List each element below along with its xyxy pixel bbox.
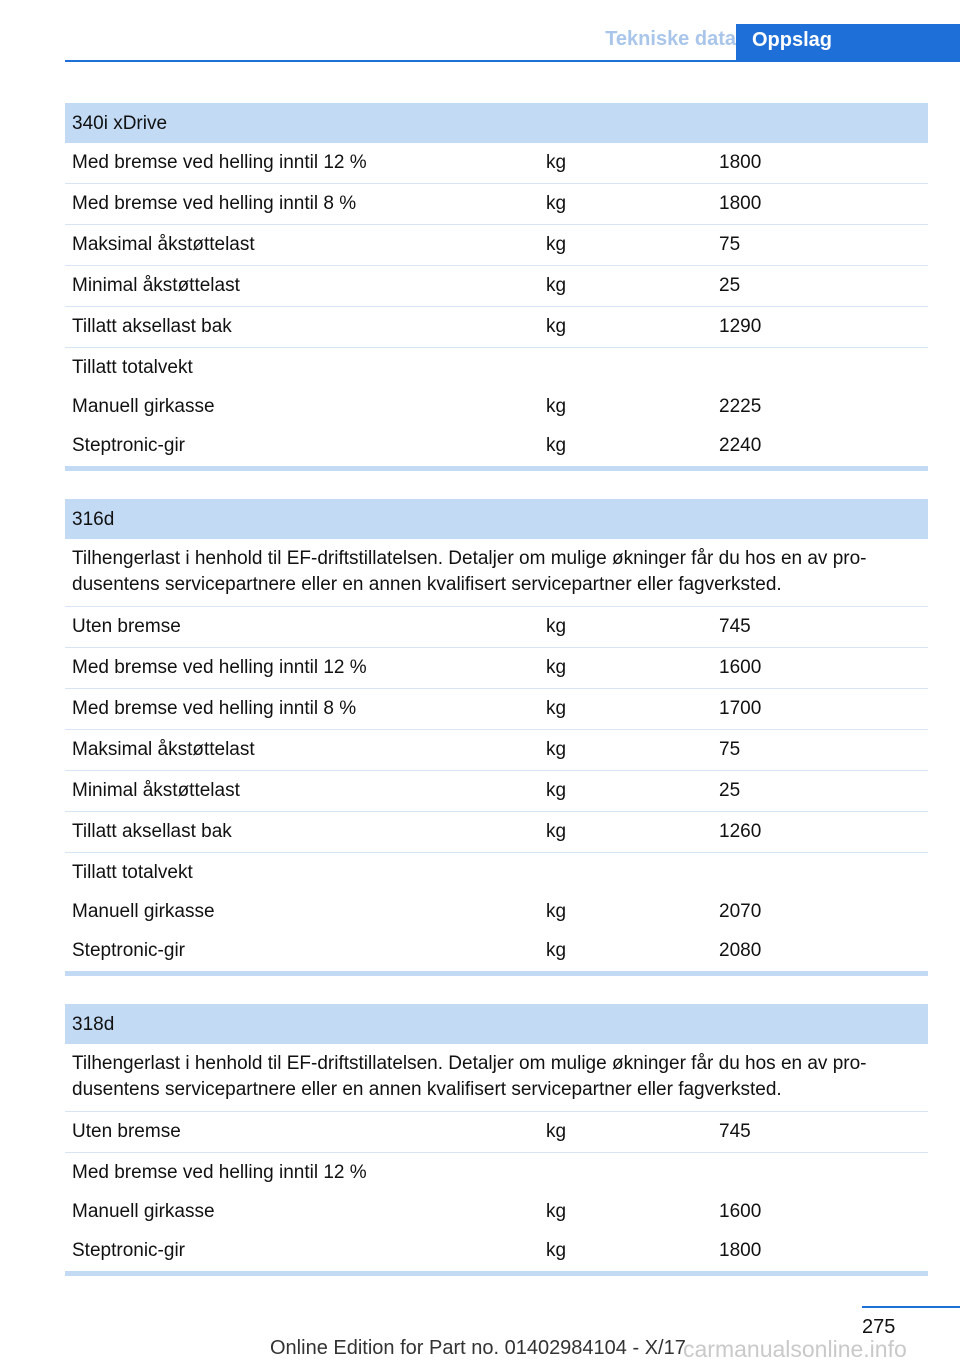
chapter-tab[interactable]: Oppslag — [736, 24, 960, 62]
row-value: 2240 — [719, 435, 762, 456]
row-value: 745 — [719, 616, 751, 637]
row-value: 2225 — [719, 396, 762, 417]
table-row — [65, 184, 928, 225]
row-value: 25 — [719, 780, 741, 801]
row-unit: kg — [546, 901, 567, 922]
row-value: 75 — [719, 739, 741, 760]
row-unit: kg — [546, 275, 567, 296]
row-value: 1800 — [719, 1240, 762, 1261]
page-header — [65, 24, 960, 62]
row-unit: kg — [546, 616, 567, 637]
spec-block-340i-xdrive — [65, 103, 928, 471]
table-row — [65, 426, 928, 466]
block-end-rule — [65, 466, 928, 471]
spec-block-318d — [65, 1004, 928, 1276]
spec-tables — [65, 103, 928, 1304]
block-description: Tilhengerlast i henhold til EF-driftstillatelsen. Detaljer om mulige økninger får du hos en av pro-dusentens servicepartnere eller en annen kvalifisert servicepartner eller fagverksted. — [65, 1044, 928, 1112]
header-divider — [65, 60, 960, 62]
row-value: 2080 — [719, 940, 762, 961]
table-row — [65, 1153, 928, 1192]
row-value: 1800 — [719, 193, 762, 214]
row-unit: kg — [546, 657, 567, 678]
row-unit: kg — [546, 193, 567, 214]
row-label: Uten bremse — [72, 616, 181, 637]
row-label: Med bremse ved helling inntil 12 % — [72, 1162, 367, 1183]
watermark: carmanualsonline.info — [683, 1336, 907, 1362]
row-label: Maksimal åkstøttelast — [72, 739, 255, 760]
row-label: Manuell girkasse — [72, 901, 215, 922]
row-value: 75 — [719, 234, 741, 255]
block-description: Tilhengerlast i henhold til EF-driftstillatelsen. Detaljer om mulige økninger får du hos en av pro-dusentens servicepartnere eller en annen kvalifisert servicepartner eller fagverksted. — [65, 539, 928, 607]
row-unit: kg — [546, 396, 567, 417]
row-label: Manuell girkasse — [72, 1201, 215, 1222]
row-unit: kg — [546, 1121, 567, 1142]
row-label: Med bremse ved helling inntil 8 % — [72, 193, 357, 214]
row-value: 1800 — [719, 152, 762, 173]
table-row — [65, 931, 928, 971]
table-row — [65, 812, 928, 853]
block-title: 340i xDrive — [65, 103, 928, 143]
table-row — [65, 648, 928, 689]
row-unit: kg — [546, 435, 567, 456]
row-label: Uten bremse — [72, 1121, 181, 1142]
row-unit: kg — [546, 1240, 567, 1261]
footer-divider — [862, 1306, 960, 1308]
row-label: Steptronic-gir — [72, 940, 185, 961]
row-label: Tillatt totalvekt — [72, 862, 193, 883]
table-row — [65, 348, 928, 387]
table-row — [65, 225, 928, 266]
table-row — [65, 689, 928, 730]
table-row — [65, 387, 928, 426]
row-label: Med bremse ved helling inntil 12 % — [72, 152, 367, 173]
row-value: 745 — [719, 1121, 751, 1142]
table-row — [65, 892, 928, 931]
block-title: 318d — [65, 1004, 928, 1044]
row-unit: kg — [546, 780, 567, 801]
row-value: 1700 — [719, 698, 762, 719]
row-label: Steptronic-gir — [72, 435, 185, 456]
row-label: Med bremse ved helling inntil 8 % — [72, 698, 357, 719]
row-value: 1290 — [719, 316, 762, 337]
block-end-rule — [65, 971, 928, 976]
row-unit: kg — [546, 739, 567, 760]
table-row — [65, 607, 928, 648]
table-row — [65, 307, 928, 348]
table-row — [65, 730, 928, 771]
table-row — [65, 853, 928, 892]
row-label: Tillatt aksellast bak — [72, 821, 232, 842]
row-label: Minimal åkstøttelast — [72, 275, 240, 296]
row-value: 1260 — [719, 821, 762, 842]
row-unit: kg — [546, 316, 567, 337]
row-label: Manuell girkasse — [72, 396, 215, 417]
row-unit: kg — [546, 821, 567, 842]
table-row — [65, 1192, 928, 1231]
row-label: Minimal åkstøttelast — [72, 780, 240, 801]
row-label: Med bremse ved helling inntil 12 % — [72, 657, 367, 678]
row-unit: kg — [546, 152, 567, 173]
spec-block-316d — [65, 499, 928, 976]
row-value: 1600 — [719, 1201, 762, 1222]
table-row — [65, 1231, 928, 1271]
section-tab[interactable]: Tekniske data — [605, 28, 736, 50]
row-unit: kg — [546, 1201, 567, 1222]
table-row — [65, 771, 928, 812]
block-end-rule — [65, 1271, 928, 1276]
row-value: 2070 — [719, 901, 762, 922]
row-label: Steptronic-gir — [72, 1240, 185, 1261]
row-unit: kg — [546, 698, 567, 719]
row-unit: kg — [546, 940, 567, 961]
table-row — [65, 1112, 928, 1153]
row-label: Tillatt aksellast bak — [72, 316, 232, 337]
row-unit: kg — [546, 234, 567, 255]
row-value: 1600 — [719, 657, 762, 678]
row-label: Maksimal åkstøttelast — [72, 234, 255, 255]
row-label: Tillatt totalvekt — [72, 357, 193, 378]
table-row — [65, 143, 928, 184]
table-row — [65, 266, 928, 307]
edition-note: Online Edition for Part no. 01402984104 - X/17 — [270, 1337, 686, 1359]
block-title: 316d — [65, 499, 928, 539]
page-number: 275 — [862, 1316, 896, 1338]
row-value: 25 — [719, 275, 741, 296]
